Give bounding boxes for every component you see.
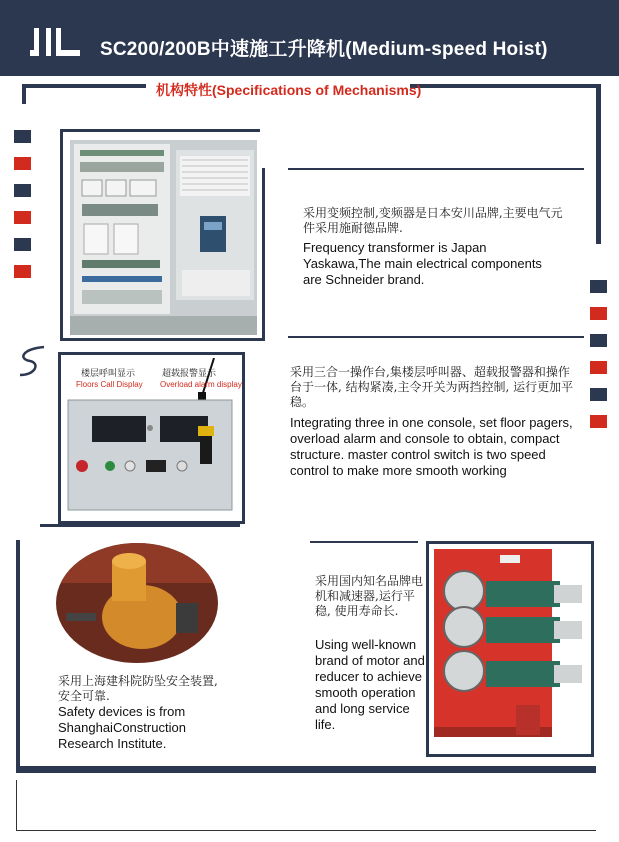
console-en-text: Integrating three in one console, set floor pagers, overload alarm and console to obtain, compact structure. master control switch is two speed control to make more smooth working [290,415,573,478]
frame-left-lower [16,540,20,772]
deco-square [590,334,607,347]
electrical-cabinet-photo [70,140,257,335]
frame-top-right [410,84,600,88]
console-cn-text: 采用三合一操作台,集楼层呼叫器、超载报警器和操作台于一体, 结构紧凑,主令开关为两挡控制, 运行更加平稳。 [290,365,574,409]
divider-line [288,336,584,338]
frame-photo1-bottom [60,338,265,341]
safety-cn-text: 采用上海建科院防坠安全装置, 安全可靠. [58,674,218,703]
divider-line [310,541,418,543]
deco-square [14,184,31,197]
frame-left-tick [22,84,26,104]
page-title: SC200/200B中速施工升降机(Medium-speed Hoist) [100,39,548,60]
motor-cn-text: 采用国内知名品牌电机和减速器,运行平稳, 使用寿命长. [315,574,424,618]
floors-call-label-cn: 楼层呼叫显示 [81,369,136,379]
safety-en-text: Safety devices is from ShanghaiConstruction Research Institute. [58,704,186,751]
frame-hairline [16,780,17,830]
frame-photo1-left [60,129,63,341]
swirl-icon [16,345,46,381]
overload-label-en: Overload alarm display [160,380,242,389]
deco-square [590,361,607,374]
frame-bottom [16,766,596,773]
jl-logo-icon [30,28,86,64]
deco-square [14,211,31,224]
frame-photo1-right [262,168,265,341]
deco-square [590,307,607,320]
floors-call-label-en: Floors Call Display [76,380,143,389]
motor-en-text: Using well-known brand of motor and reducer to achieve smooth operation and long service life. [315,637,425,732]
deco-square [590,388,607,401]
frame-top-left [22,84,146,88]
frame-right-upper [596,84,601,244]
divider-line [40,524,240,527]
frequency-en-text: Frequency transformer is Japan Yaskawa,The main electrical components are Schneider brand. [303,240,542,287]
frame-photo1-top [60,129,260,132]
deco-square [590,280,607,293]
deco-square [590,415,607,428]
frequency-cn-text: 采用变频控制,变频器是日本安川品牌,主要电气元件采用施耐德品牌. [303,206,563,235]
frame-hairline [16,830,596,831]
section-subtitle: 机构特性(Specifications of Mechanisms) [156,82,422,98]
deco-square [14,238,31,251]
overload-label-cn: 超载报警显示 [162,369,217,379]
deco-square [14,130,31,143]
motor-reducer-photo [430,545,586,749]
deco-square [14,157,31,170]
deco-square [14,265,31,278]
safety-device-photo [56,543,218,663]
divider-line [288,168,584,170]
